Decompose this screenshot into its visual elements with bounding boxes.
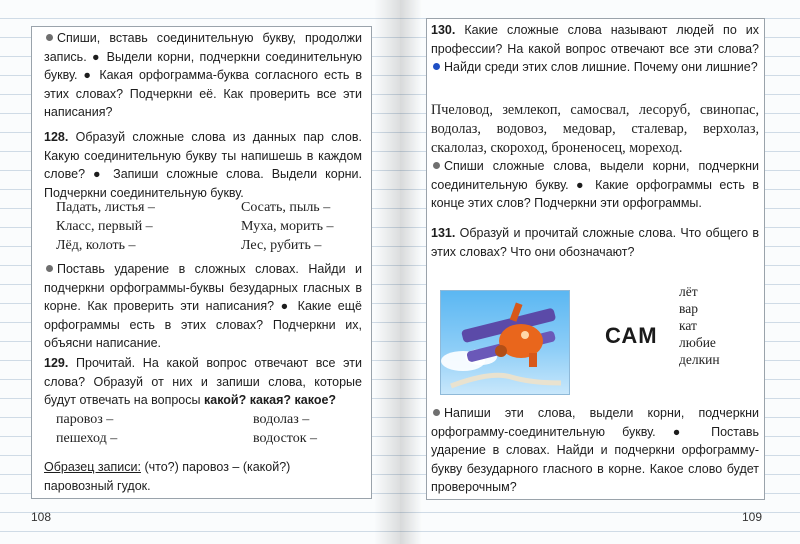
words-129-right	[253, 410, 317, 448]
word-endings-list	[679, 283, 720, 368]
root-sam: САМ	[605, 323, 658, 348]
exercise-128	[44, 128, 362, 202]
sample-record	[44, 458, 362, 495]
word-pairs-left	[56, 198, 155, 255]
word-ending: вар	[679, 301, 698, 316]
word-ending: кат	[679, 318, 697, 333]
exercise-number: 130.	[431, 23, 456, 37]
bullet-icon	[46, 265, 53, 272]
exercise-131	[431, 224, 759, 261]
exercise-130	[431, 21, 759, 77]
intro-task	[44, 29, 362, 122]
word-pair: Лес, рубить –	[241, 238, 322, 253]
word-pairs-right	[241, 198, 333, 255]
word-pair: Лёд, колоть –	[56, 238, 136, 253]
bullet-blue-icon	[433, 63, 440, 70]
word-item: пешеход –	[56, 431, 118, 446]
word-ending: лёт	[679, 284, 698, 299]
word-ending: любие	[679, 335, 716, 350]
word-item: водолаз –	[253, 412, 310, 427]
airplane-illustration	[440, 290, 570, 395]
bullet-icon	[46, 34, 53, 41]
exercise-129	[44, 354, 362, 410]
word-pair: Класс, первый –	[56, 219, 153, 234]
exercise-128-task2	[44, 260, 362, 353]
exercise-text: Образуй сложные слова из данных пар слов. Какую соединительную букву ты напишешь в каждом слове? ● Запиши сложные слова. Выдели корни. Подчеркни соединительную букву.	[44, 130, 362, 200]
task-text: Поставь ударение в сложных словах. Найди и подчеркни орфограммы-буквы безударных гласных в корне. Как проверить эти написания? ● Какие ещё орфограммы есть в этих словах? Подчеркни их, объясни написание.	[44, 262, 362, 351]
exercise-number: 129.	[44, 356, 69, 370]
sample-text: (что?) паровоз – (какой?)	[144, 460, 291, 474]
task-text: Спиши сложные слова, выдели корни, подчеркни соединительную букву. ● Какие орфограммы есть в конце этих слов? Подчеркни эти орфограммы.	[431, 159, 759, 211]
word-item: водосток –	[253, 431, 318, 446]
exercise-text: Образуй и прочитай сложные слова. Что общего в этих словах? Что они обозначают?	[431, 226, 759, 259]
airplane-icon	[441, 291, 570, 395]
exercise-130-task2	[431, 157, 759, 213]
task-text: Напиши эти слова, выдели корни, подчеркни орфограмму-соединительную букву. ● Поставь ударение в словах. Найди и подчеркни орфограмму-букву безударного гласного в корне. Какое слово будет проверочным?	[431, 406, 759, 495]
exercise-number: 131.	[431, 226, 456, 240]
word-ending: делкин	[679, 352, 720, 367]
page-number-right: 109	[742, 510, 763, 524]
word-pair: Падать, листья –	[56, 200, 155, 215]
word-pair: Сосать, пыль –	[241, 200, 331, 215]
profession-words: Пчеловод, землекоп, самосвал, лесоруб, свинопас, водолаз, водовоз, медовар, сталевар, верхолаз, скалолаз, скороход, броненосец, мореход.	[431, 102, 759, 156]
questions-text: какой? какая? какое?	[203, 393, 337, 408]
word-item: паровоз –	[56, 412, 114, 427]
exercise-number: 128.	[44, 130, 69, 144]
bullet-icon	[433, 162, 440, 169]
sample-label: Образец записи:	[44, 460, 141, 474]
bullet-icon	[433, 409, 440, 416]
word-pair: Муха, морить –	[241, 219, 334, 234]
page-number-left: 108	[31, 510, 52, 524]
sample-line2: паровозный гудок.	[44, 478, 151, 493]
exercise-text-a: Какие сложные слова называют людей по их профессии? На какой вопрос отвечают все эти слова? Найди среди этих слов лишние. Почему они лишние?	[431, 23, 759, 75]
exercise-text: Прочитай. На какой вопрос отвечают все эти слова? Образуй от них и запиши слова, которые будут отвечать на вопросы	[44, 356, 362, 408]
exercise-131-task2	[431, 404, 759, 497]
words-129-left	[56, 410, 117, 448]
intro-text: Спиши, вставь соединительную букву, продолжи запись. ● Выдели корни, подчеркни соединительную букву. ● Какая орфограмма-буква согласного есть в этих словах? Подчеркни её. Как проверить все эти написания?	[44, 31, 362, 120]
exercise-text-b: Найди среди этих слов лишние. Почему они лишние?	[444, 60, 758, 75]
